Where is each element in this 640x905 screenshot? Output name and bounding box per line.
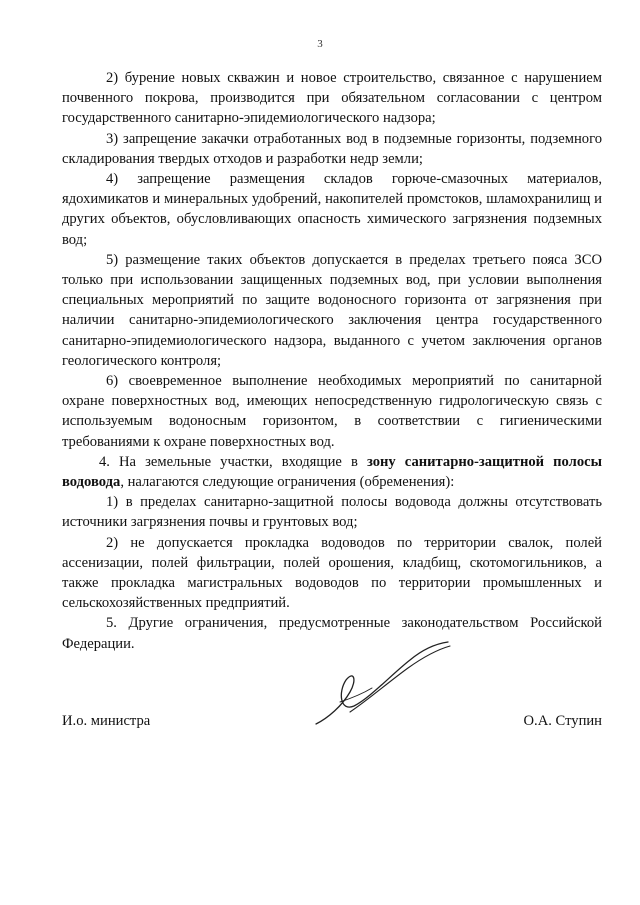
section-4-item-1: 1) в пределах санитарно-защитной полосы водовода должны отсутствовать источники загрязнения почвы и грунтовых вод; [62,494,602,531]
restriction-item-4: 4) запрещение размещения складов горюче-смазочных материалов, ядохимикатов и минеральных удобрений, накопителей промстоков, шламохранилищ и других объектов, обусловливающих опасность химического загрязнения подземных вод; [62,171,602,248]
signature-block [62,705,602,735]
restriction-item-3: 3) запрещение закачки отработанных вод в подземные горизонты, подземного складирования твердых отходов и разработки недр земли; [62,130,602,167]
page-number: 3 [317,38,323,50]
section-4-intro [62,452,602,492]
restriction-item-6: 6) своевременное выполнение необходимых мероприятий по санитарной охране поверхностных вод, имеющих непосредственную гидрологическую связь с используемым водоносным горизонтом, в соответствии с гигиеническими требованиями к охране поверхностных вод. [62,373,602,450]
restriction-item-2: 2) бурение новых скважин и новое строительство, связанное с нарушением почвенного покрова, производится при обязательном согласовании с центром государственного санитарно-эпидемиологического надзора; [62,70,602,127]
restriction-item-5: 5) размещение таких объектов допускается в пределах третьего пояса ЗСО только при использовании защищенных подземных вод, при условии выполнения специальных мероприятий по защите водоносного горизонта от загрязнения при наличии санитарно-эпидемиологического заключения центра государственного санитарно-эпидемиологического надзора, выданного с учетом заключения органов геологического контроля; [62,251,602,369]
section-4-item-2: 2) не допускается прокладка водоводов по территории свалок, полей ассенизации, полей фильтрации, полей орошения, кладбищ, скотомогильников, а также прокладка магистральных водоводов по территории промышленных и сельскохозяйственных предприятий. [62,534,602,612]
document-body [62,68,602,654]
signer-name: О.А. Ступин [523,713,602,729]
section-4-bold-term: зону санитарно-защитной полосы водовода [62,453,602,491]
section-4-suffix: , налагаются следующие ограничения (обременения): [120,474,455,491]
section-4-prefix: 4. На земельные участки, входящие в [99,453,367,470]
section-5: 5. Другие ограничения, предусмотренные законодательством Российской Федерации. [62,615,602,652]
signer-position: И.о. министра [62,713,151,729]
